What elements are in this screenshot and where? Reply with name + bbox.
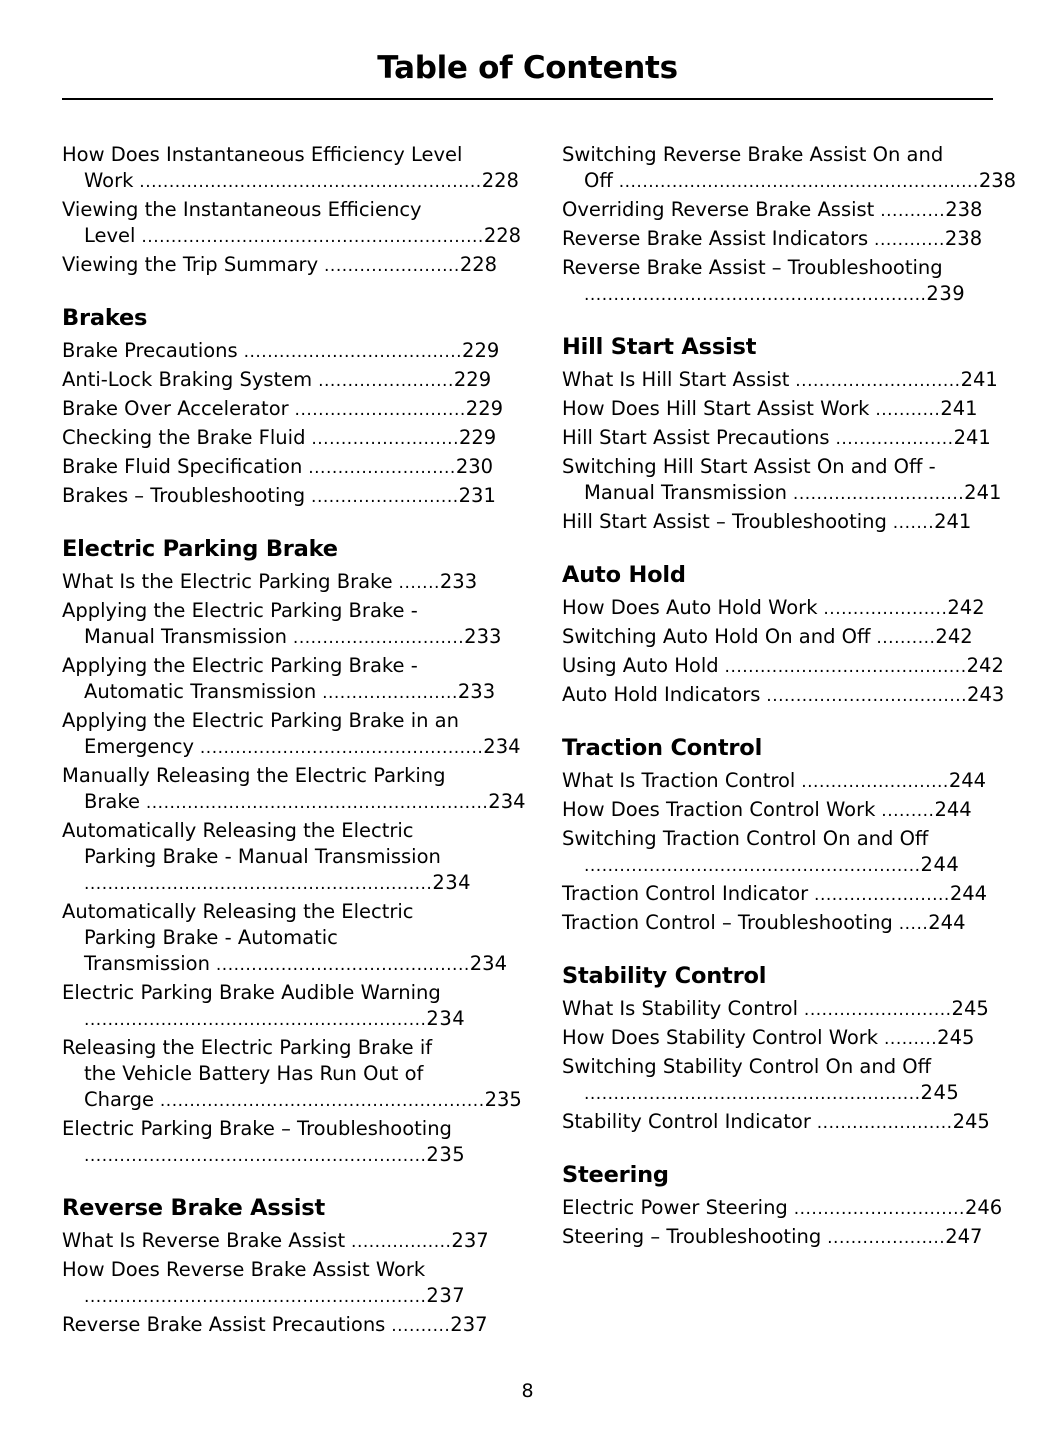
toc-entry-text: Applying the Electric Parking Brake in an — [62, 709, 459, 732]
leader-dots: ............................................................. — [612, 172, 979, 192]
toc-entry-text: Brake Precautions — [62, 339, 238, 362]
page-number: 8 — [521, 1380, 534, 1402]
toc-entry[interactable] — [562, 682, 1026, 709]
toc-entry[interactable] — [62, 763, 526, 816]
toc-entry[interactable] — [562, 1195, 1026, 1222]
leader-dots: .......................................................... — [584, 285, 927, 305]
toc-entry-text-line: Parking Brake - Automatic — [84, 926, 338, 949]
toc-entry-page: 229 — [458, 426, 497, 449]
toc-entry[interactable] — [562, 910, 1026, 937]
toc-entry-page: 234 — [483, 735, 521, 758]
toc-entry-text: Hill Start Assist – Troubleshooting — [562, 510, 887, 533]
toc-entry-text — [62, 168, 526, 195]
toc-entry-text — [562, 480, 1026, 507]
leader-dots: ....... — [886, 513, 935, 533]
toc-entry[interactable] — [62, 1116, 526, 1169]
leader-dots: ................. — [345, 1232, 452, 1252]
toc-entry-text: How Does Stability Control Work — [562, 1026, 879, 1049]
toc-entry[interactable] — [62, 1035, 526, 1114]
toc-entry-text: What Is Reverse Brake Assist — [62, 1229, 346, 1252]
toc-entry-text: What Is the Electric Parking Brake — [62, 570, 393, 593]
toc-entry-page: 238 — [945, 198, 983, 221]
toc-entry[interactable] — [62, 818, 526, 897]
toc-entry[interactable] — [62, 980, 526, 1033]
toc-entry-text — [62, 734, 526, 761]
toc-entry-page: 242 — [935, 625, 973, 648]
page-title: Table of Contents — [377, 50, 678, 86]
toc-column-left — [62, 142, 526, 1341]
toc-entry-text: Hill Start Assist Precautions — [562, 426, 830, 449]
toc-entry-text: Electric Parking Brake – Troubleshooting — [62, 1117, 452, 1140]
leader-dots: ......................... — [305, 487, 459, 507]
toc-entry-text: Switching Traction Control On and Off — [562, 827, 929, 850]
toc-entry-text: What Is Hill Start Assist — [562, 368, 790, 391]
toc-entry-page: 234 — [488, 790, 526, 813]
toc-entry[interactable] — [62, 338, 526, 365]
toc-entry-page: 245 — [920, 1081, 960, 1104]
toc-entry-text: Manually Releasing the Electric Parking — [62, 764, 446, 787]
toc-entry[interactable] — [562, 996, 1026, 1023]
toc-entry-text: Electric Parking Brake Audible Warning — [62, 981, 441, 1004]
toc-entry-page: 238 — [978, 169, 1017, 192]
toc-entry[interactable] — [562, 1109, 1026, 1136]
toc-entry-page: 241 — [940, 397, 978, 420]
section-heading: Brakes — [62, 305, 148, 331]
toc-column-right — [562, 142, 1026, 1253]
toc-entry-text: How Does Reverse Brake Assist Work — [62, 1258, 426, 1281]
toc-entry[interactable] — [562, 509, 1026, 536]
leader-dots: .......................................................... — [84, 1287, 427, 1307]
toc-entry-page: 228 — [459, 253, 498, 276]
toc-entry-leader — [62, 1142, 526, 1169]
toc-entry-text-line: Automatic Transmission — [84, 680, 317, 703]
toc-entry[interactable] — [562, 142, 1026, 195]
toc-entry-text-line: Level — [84, 224, 136, 247]
toc-entry-page: 229 — [453, 368, 492, 391]
toc-entry[interactable] — [62, 899, 526, 978]
toc-entry[interactable] — [562, 595, 1026, 622]
toc-entry-page: 247 — [945, 1225, 983, 1248]
toc-entry[interactable] — [62, 708, 526, 761]
toc-entry[interactable] — [62, 1228, 526, 1255]
toc-entry-text: Auto Hold Indicators — [562, 683, 761, 706]
leader-dots: .................... — [829, 429, 954, 449]
toc-entry[interactable] — [62, 483, 526, 510]
toc-entry[interactable] — [562, 1025, 1026, 1052]
toc-entry-text: Automatically Releasing the Electric — [62, 819, 414, 842]
leader-dots: ............ — [868, 230, 945, 250]
toc-entry-text: Electric Power Steering — [562, 1196, 788, 1219]
toc-entry[interactable] — [562, 255, 1026, 308]
toc-entry-text: Switching Stability Control On and Off — [562, 1055, 932, 1078]
leader-dots: ..... — [892, 914, 929, 934]
leader-dots: ......................................................... — [584, 856, 921, 876]
leader-dots: ......... — [875, 801, 935, 821]
toc-entry-text-line: Off — [584, 169, 613, 192]
toc-entry-page: 229 — [462, 339, 500, 362]
leader-dots: ....................... — [312, 371, 454, 391]
toc-entry-text: Applying the Electric Parking Brake - — [62, 654, 418, 677]
toc-entry-page: 234 — [426, 1007, 466, 1030]
toc-entry-text: Switching Reverse Brake Assist On and — [562, 143, 944, 166]
toc-entry-text: Overriding Reverse Brake Assist — [562, 198, 875, 221]
leader-dots: ....................... — [810, 1113, 953, 1133]
toc-entry-text: Brake Fluid Specification — [62, 455, 303, 478]
toc-entry[interactable] — [62, 598, 526, 651]
toc-entry-text: How Does Hill Start Assist Work — [562, 397, 870, 420]
toc-entry-page: 233 — [439, 570, 478, 593]
toc-entry-page: 245 — [952, 1110, 990, 1133]
toc-entry[interactable] — [562, 826, 1026, 879]
toc-entry-text: Brake Over Accelerator — [62, 397, 289, 420]
section-heading: Electric Parking Brake — [62, 536, 338, 562]
leader-dots: ....................... — [316, 683, 458, 703]
toc-entry-page: 235 — [426, 1143, 466, 1166]
toc-entry[interactable] — [62, 454, 526, 481]
leader-dots: ................................................ — [193, 738, 484, 758]
toc-entry-page: 237 — [451, 1229, 489, 1252]
toc-entry[interactable] — [562, 367, 1026, 394]
toc-entry-page: 242 — [966, 654, 1004, 677]
toc-entry[interactable] — [562, 396, 1026, 423]
toc-entry-text: Brakes – Troubleshooting — [62, 484, 306, 507]
leader-dots: ..................... — [817, 599, 948, 619]
leader-dots: ............................. — [287, 628, 465, 648]
section-heading: Stability Control — [562, 963, 767, 989]
toc-entry-leader — [62, 1006, 526, 1033]
section-heading: Hill Start Assist — [562, 334, 757, 360]
leader-dots: .................... — [821, 1228, 946, 1248]
toc-entry[interactable] — [62, 1312, 526, 1339]
toc-entry-text: Anti-Lock Braking System — [62, 368, 313, 391]
toc-entry-page: 244 — [934, 798, 972, 821]
leader-dots: .......... — [870, 628, 936, 648]
toc-entry[interactable] — [62, 425, 526, 452]
toc-entry[interactable] — [562, 624, 1026, 651]
toc-entry[interactable] — [562, 768, 1026, 795]
leader-dots: .......................................................... — [84, 1010, 427, 1030]
leader-dots: .......................................................... — [135, 227, 484, 247]
toc-entry-page: 235 — [484, 1088, 522, 1111]
toc-entry[interactable] — [62, 197, 526, 250]
toc-entry[interactable] — [62, 569, 526, 596]
toc-entry-text: Steering – Troubleshooting — [562, 1225, 822, 1248]
leader-dots: .......... — [385, 1316, 451, 1336]
toc-entry-page: 246 — [964, 1196, 1003, 1219]
toc-entry-text-line: Emergency — [84, 735, 194, 758]
toc-entry-text: How Does Auto Hold Work — [562, 596, 818, 619]
toc-entry[interactable] — [562, 797, 1026, 824]
toc-entry-text-line: Manual Transmission — [84, 625, 288, 648]
toc-entry-text: Reverse Brake Assist – Troubleshooting — [562, 256, 943, 279]
toc-entry-page: 233 — [464, 625, 502, 648]
toc-entry[interactable] — [62, 367, 526, 394]
toc-entry-page: 241 — [934, 510, 972, 533]
toc-entry-page: 244 — [948, 769, 987, 792]
toc-entry-page: 243 — [967, 683, 1005, 706]
toc-entry-text: Checking the Brake Fluid — [62, 426, 306, 449]
leader-dots: ....................................................... — [153, 1091, 485, 1111]
toc-entry-text: Viewing the Trip Summary — [62, 253, 319, 276]
toc-entry[interactable] — [562, 1224, 1026, 1251]
toc-entry[interactable] — [562, 197, 1026, 224]
toc-entry-text: Stability Control Indicator — [562, 1110, 811, 1133]
toc-entry-page: 244 — [949, 882, 988, 905]
toc-entry-text — [62, 951, 526, 978]
leader-dots: ............................. — [787, 484, 965, 504]
toc-entry-page: 228 — [483, 224, 522, 247]
toc-entry-leader — [562, 852, 1026, 879]
section-heading: Steering — [562, 1162, 669, 1188]
toc-entry-text: Applying the Electric Parking Brake - — [62, 599, 418, 622]
toc-entry-text — [62, 223, 526, 250]
toc-entry-text — [562, 168, 1026, 195]
leader-dots: ............................ — [789, 371, 961, 391]
toc-entry-text: Automatically Releasing the Electric — [62, 900, 414, 923]
toc-entry-text — [62, 1087, 526, 1114]
toc-entry-page: 228 — [481, 169, 519, 192]
leader-dots: ........................................................... — [84, 874, 433, 894]
leader-dots: ....................... — [318, 256, 460, 276]
toc-entry-text: How Does Traction Control Work — [562, 798, 876, 821]
leader-dots: ......................................... — [718, 657, 967, 677]
toc-entry-page: 231 — [458, 484, 496, 507]
toc-columns — [62, 142, 1017, 1341]
toc-entry-text-line: Transmission — [84, 952, 210, 975]
toc-entry-text: What Is Stability Control — [562, 997, 799, 1020]
toc-entry-page: 229 — [465, 397, 504, 420]
toc-entry-page: 237 — [450, 1313, 488, 1336]
leader-dots: ............................. — [787, 1199, 965, 1219]
leader-dots: ........................................... — [209, 955, 470, 975]
toc-entry-page: 245 — [951, 997, 989, 1020]
leader-dots: .................................. — [760, 686, 968, 706]
toc-entry-text — [62, 925, 526, 951]
toc-entry[interactable] — [62, 142, 526, 195]
toc-entry[interactable] — [562, 881, 1026, 908]
toc-entry-text: What Is Traction Control — [562, 769, 796, 792]
leader-dots: ......................... — [302, 458, 456, 478]
section-heading: Reverse Brake Assist — [62, 1195, 326, 1221]
toc-entry[interactable] — [62, 252, 526, 279]
toc-entry-page: 241 — [960, 368, 998, 391]
toc-entry-text — [62, 624, 526, 651]
toc-entry-text: Using Auto Hold — [562, 654, 719, 677]
toc-entry-page: 242 — [947, 596, 985, 619]
toc-entry-page: 233 — [457, 680, 496, 703]
toc-entry-page: 244 — [928, 911, 966, 934]
toc-entry-leader — [562, 1080, 1026, 1107]
leader-dots: ..................................... — [237, 342, 463, 362]
toc-entry[interactable] — [562, 653, 1026, 680]
leader-dots: ....................... — [808, 885, 950, 905]
leader-dots: .......................................................... — [139, 793, 489, 813]
toc-entry-text: Traction Control – Troubleshooting — [562, 911, 893, 934]
toc-entry[interactable] — [562, 1054, 1026, 1107]
leader-dots: .......................................................... — [133, 172, 482, 192]
toc-entry-page: 245 — [937, 1026, 975, 1049]
toc-entry[interactable] — [62, 653, 526, 706]
leader-dots: ............................. — [288, 400, 466, 420]
toc-entry-page: 237 — [426, 1284, 466, 1307]
toc-entry-page: 241 — [964, 481, 1002, 504]
toc-entry-leader — [62, 870, 526, 897]
toc-entry-text: Releasing the Electric Parking Brake if — [62, 1036, 433, 1059]
toc-entry-text: Switching Hill Start Assist On and Off - — [562, 455, 936, 478]
leader-dots: ........... — [874, 201, 946, 221]
toc-entry[interactable] — [562, 226, 1026, 253]
toc-entry-text: Reverse Brake Assist Indicators — [562, 227, 869, 250]
title-divider — [62, 98, 993, 100]
toc-entry-text — [62, 679, 526, 706]
toc-entry-page: 244 — [920, 853, 960, 876]
toc-entry-text — [62, 1061, 526, 1087]
toc-entry-text-line: Charge — [84, 1088, 154, 1111]
toc-entry-text: Parking Brake - Manual Transmission — [84, 845, 441, 868]
toc-entry[interactable] — [62, 1257, 526, 1310]
leader-dots: ......... — [878, 1029, 938, 1049]
leader-dots: ........... — [869, 400, 941, 420]
toc-entry-text-line: Work — [84, 169, 134, 192]
toc-entry-text: Reverse Brake Assist Precautions — [62, 1313, 386, 1336]
leader-dots: ....... — [392, 573, 440, 593]
toc-entry[interactable] — [62, 396, 526, 423]
toc-entry-leader — [562, 281, 1026, 308]
toc-entry-page: 234 — [432, 871, 472, 894]
toc-entry-text: Traction Control Indicator — [562, 882, 809, 905]
toc-entry-text: Switching Auto Hold On and Off — [562, 625, 871, 648]
toc-entry-text-line: Manual Transmission — [584, 481, 788, 504]
toc-entry-page: 241 — [953, 426, 991, 449]
toc-entry-leader — [62, 1283, 526, 1310]
leader-dots: .......................................................... — [84, 1146, 427, 1166]
leader-dots: ......................... — [795, 772, 949, 792]
section-heading: Traction Control — [562, 735, 763, 761]
leader-dots: ......................... — [798, 1000, 952, 1020]
toc-entry-text: How Does Instantaneous Efficiency Level — [62, 143, 463, 166]
toc-entry-text-line: Brake — [84, 790, 140, 813]
toc-entry-text-line: the Vehicle Battery Has Run Out of — [84, 1062, 424, 1085]
toc-entry[interactable] — [562, 425, 1026, 452]
toc-entry[interactable] — [562, 454, 1026, 507]
toc-entry-page: 238 — [944, 227, 983, 250]
toc-entry-text: Viewing the Instantaneous Efficiency — [62, 198, 422, 221]
toc-entry-page: 230 — [455, 455, 494, 478]
leader-dots: ......................... — [305, 429, 459, 449]
toc-entry-page: 234 — [469, 952, 507, 975]
toc-entry-text — [62, 789, 526, 816]
leader-dots: ......................................................... — [584, 1084, 921, 1104]
toc-entry-page: 239 — [926, 282, 966, 305]
section-heading: Auto Hold — [562, 562, 686, 588]
